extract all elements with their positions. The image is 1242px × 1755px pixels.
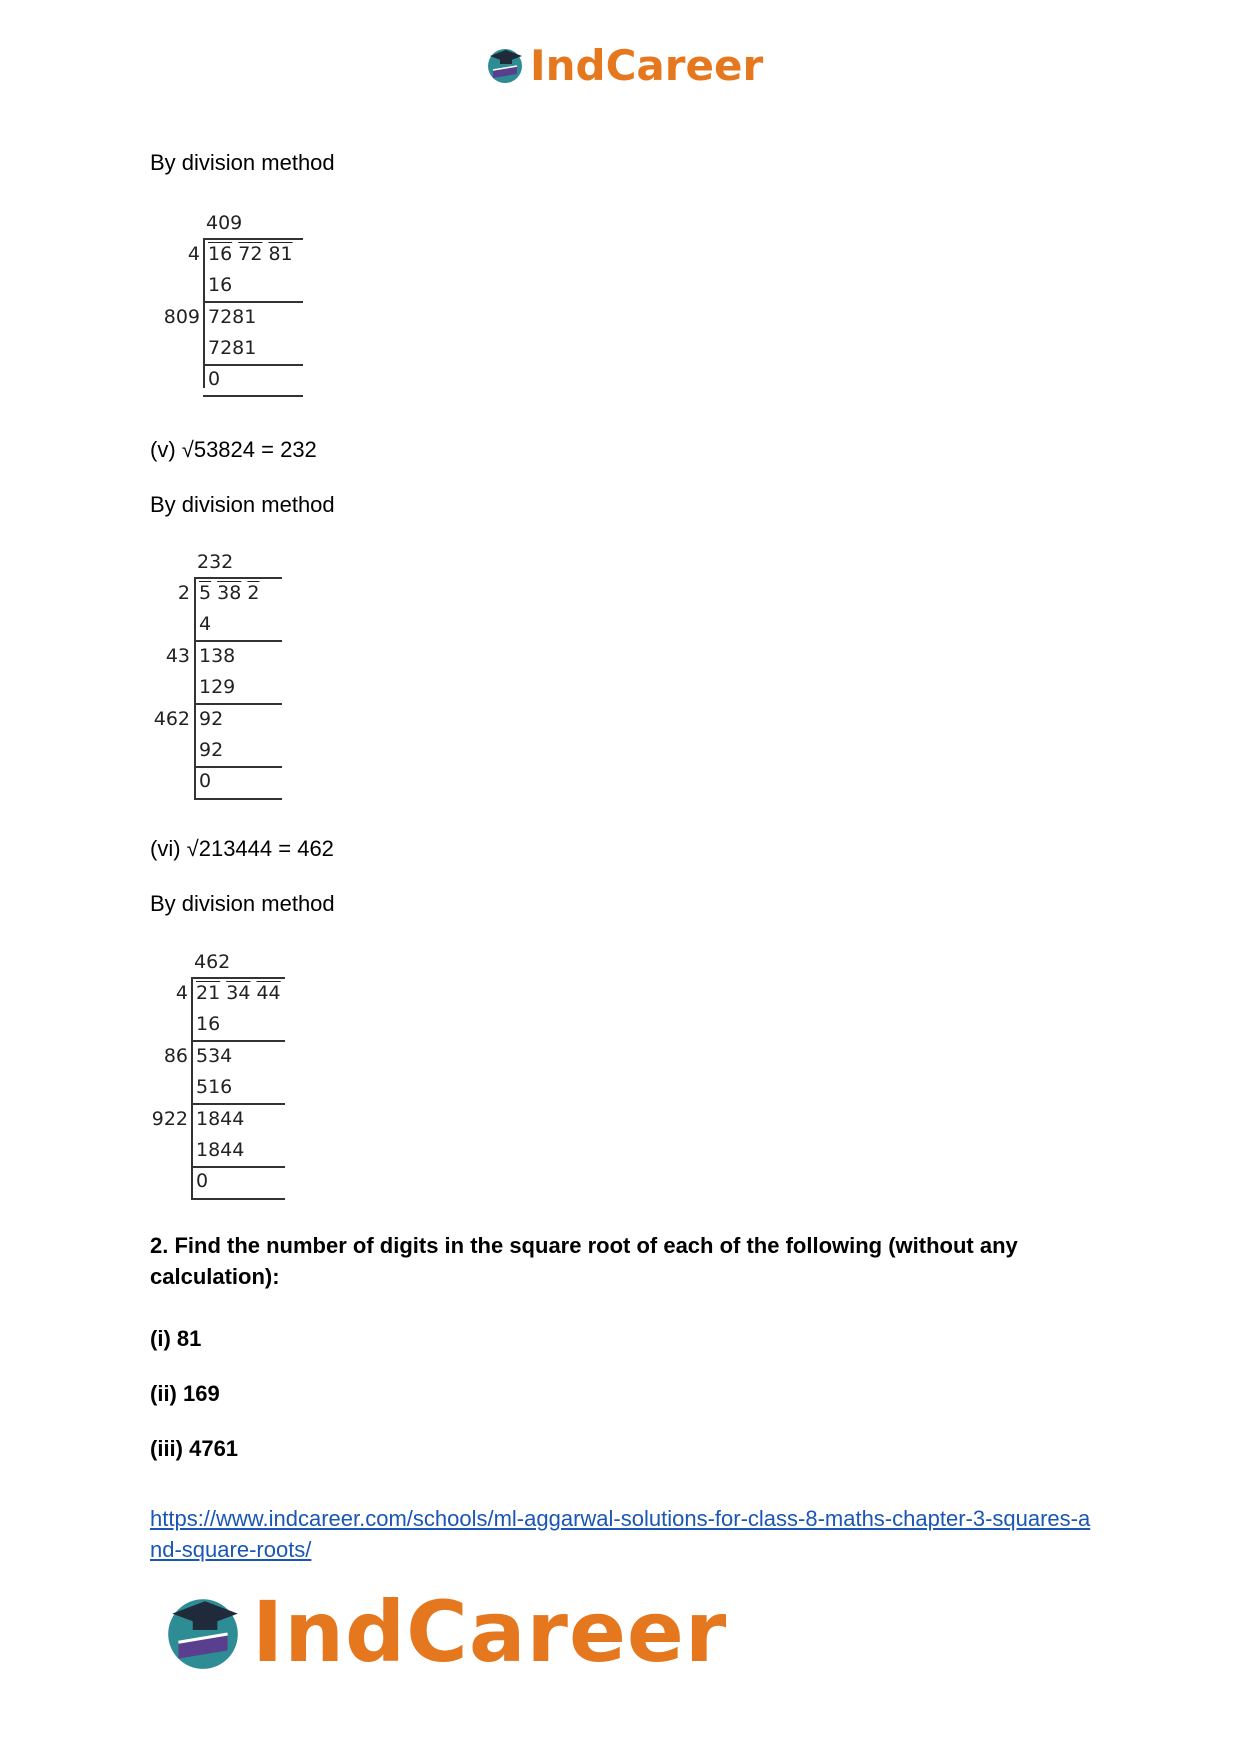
rule xyxy=(203,395,303,397)
step-value: 129 xyxy=(199,676,236,698)
question-2: 2. Find the number of digits in the square root of each of the following (without any calculation): xyxy=(150,1233,1018,1289)
rule xyxy=(191,1103,285,1105)
rule xyxy=(194,640,282,642)
rule xyxy=(194,766,282,768)
step-value: 7281 xyxy=(208,337,257,359)
method-label-3: By division method xyxy=(150,891,335,916)
quotient: 462 xyxy=(194,951,231,973)
step-value: 16 xyxy=(196,1013,221,1035)
divisor: 86 xyxy=(163,1045,188,1067)
quotient: 232 xyxy=(197,551,234,573)
step-value: 138 xyxy=(199,645,236,667)
header-logo xyxy=(484,40,763,90)
step-value: 92 xyxy=(199,708,224,730)
divisor: 2 xyxy=(177,582,190,604)
header-logo-text: IndCareer xyxy=(530,40,764,90)
question-item-i: (i) 81 xyxy=(150,1326,202,1351)
rule xyxy=(191,1198,285,1200)
rule xyxy=(194,798,282,800)
question-item-iii: (iii) 4761 xyxy=(150,1436,239,1461)
step-value: 0 xyxy=(199,770,212,792)
method-label-2: By division method xyxy=(150,492,335,517)
bracket xyxy=(203,238,205,388)
step-value: 1844 xyxy=(196,1108,245,1130)
step-value: 7281 xyxy=(208,306,257,328)
rule xyxy=(191,1166,285,1168)
dividend-pairs: 5 38 2 xyxy=(199,582,260,604)
rule xyxy=(203,301,303,303)
source-link[interactable]: https://www.indcareer.com/schools/ml-aggarwal-solutions-for-class-8-maths-chapter-3-squares-and-square-roots/ xyxy=(150,1506,1091,1562)
question-item-ii: (ii) 169 xyxy=(150,1381,220,1406)
divisor: 4 xyxy=(175,982,188,1004)
step-value: 516 xyxy=(196,1076,233,1098)
rule xyxy=(203,238,303,240)
division-table-1 xyxy=(150,210,310,410)
answer-v: (v) √53824 = 232 xyxy=(150,437,317,462)
divisor: 462 xyxy=(153,708,190,730)
step-value: 16 xyxy=(208,274,233,296)
division-table-2 xyxy=(140,548,300,808)
dividend-pairs: 16 72 81 xyxy=(208,243,293,265)
graduation-book-icon xyxy=(160,1589,246,1675)
dividend-pairs: 21 34 44 xyxy=(196,982,281,1004)
divisor: 43 xyxy=(165,645,190,667)
rule xyxy=(191,1040,285,1042)
step-value: 0 xyxy=(208,368,221,390)
step-value: 92 xyxy=(199,739,224,761)
divisor: 809 xyxy=(163,306,200,328)
quotient: 409 xyxy=(206,212,243,234)
footer-logo xyxy=(160,1582,727,1682)
step-value: 534 xyxy=(196,1045,233,1067)
footer-logo-text: IndCareer xyxy=(252,1583,728,1681)
divisor: 922 xyxy=(151,1108,188,1130)
divisor: 4 xyxy=(187,243,200,265)
rule xyxy=(191,977,285,979)
method-label-1: By division method xyxy=(150,150,335,175)
step-value: 4 xyxy=(199,613,212,635)
rule xyxy=(194,577,282,579)
step-value: 0 xyxy=(196,1170,209,1192)
division-table-3 xyxy=(138,948,298,1208)
graduation-book-icon xyxy=(484,44,526,86)
rule xyxy=(203,364,303,366)
step-value: 1844 xyxy=(196,1139,245,1161)
answer-vi: (vi) √213444 = 462 xyxy=(150,836,334,861)
rule xyxy=(194,703,282,705)
